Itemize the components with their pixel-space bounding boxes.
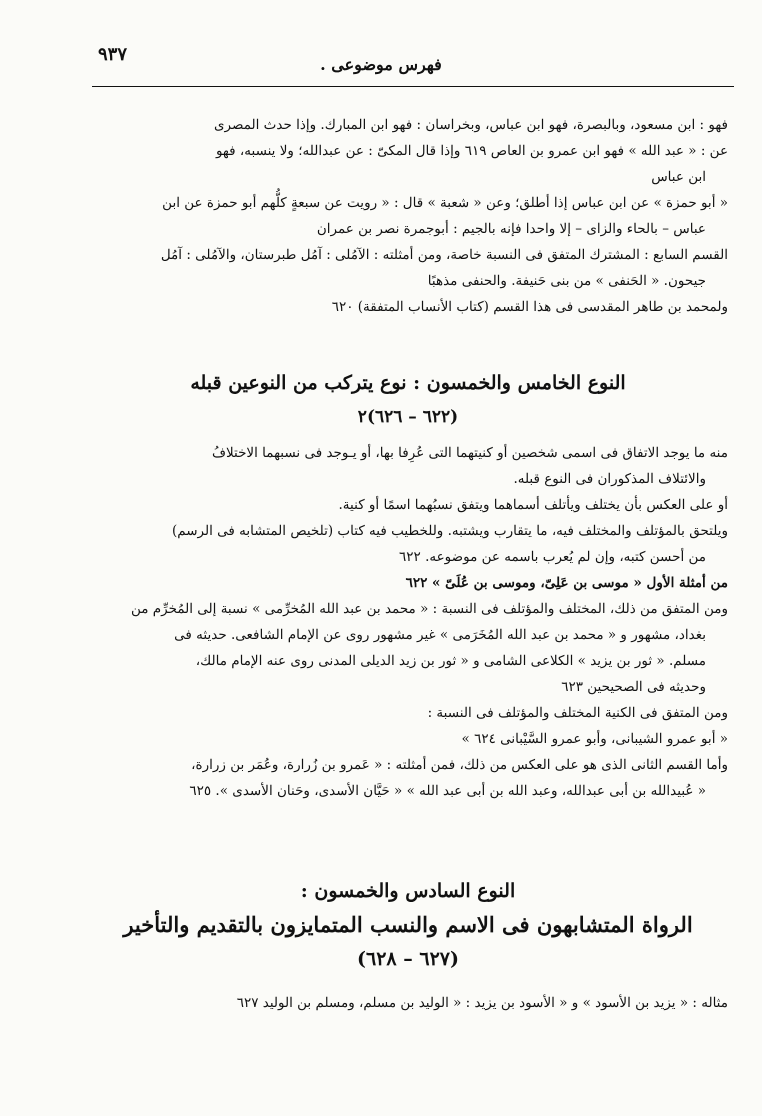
text-line: القسم السابع : المشترك المتفق فى النسبة خاصة، ومن أمثلته : الآمُلى : آمُل طبرستان، والآمُلى : آمُل <box>160 247 728 263</box>
text-line: بغداد، مشهور و « محمد بن عبد الله المُخَرَمى » غير مشهور روى عن الإمام الشافعى. حديثه فى <box>174 627 706 643</box>
text-line: جيحون. « الحَنفى » من بنى حَنيفة. والحنفى مذهبًا <box>427 273 706 289</box>
text-line: « عُبيدالله بن أبى عبدالله، وعبد الله بن أبى عبد الله » « حَيَّان الأسدى، وحَنان الأسدى ». ٦٢٥ <box>189 783 706 799</box>
text-line: من أحسن كتبه، وإن لم يُعرب باسمه عن موضوعه. ٦٢٢ <box>399 549 706 565</box>
text-line: من أمثلة الأول « موسى بن عَلِىّ، وموسى بن عُلَىّ » ٦٢٢ <box>405 575 728 591</box>
text-line: عباس – بالحاء والزاى – إلا واحدا فإنه بالجيم : أبوجمرة نصر بن عمران <box>316 221 706 237</box>
text-line: مسلم. « ثور بن يزيد » الكلاعى الشامى و « ثور بن زيد الديلى المدنى روى عنه الإمام مالك، <box>195 653 706 669</box>
heading-title: النوع الخامس والخمسون : نوع يتركب من النوعين قبله <box>190 372 626 394</box>
text-line: ولمحمد بن طاهر المقدسى فى هذا القسم (كتاب الأنساب المتفقة) ٦٢٠ <box>331 299 728 315</box>
text-line: « أبو عمرو الشيبانى، وأبو عمرو السَّيْبانى ٦٢٤ » <box>461 731 728 747</box>
heading-range: (٦٢٧ – ٦٢٨) <box>357 948 459 970</box>
text-line: منه ما يوجد الاتفاق فى اسمى شخصين أو كنيتهما التى عُرِفا بها، أو يـوجد فى نسبهما الاختلافُ <box>211 445 728 461</box>
text-line: فهو : ابن مسعود، وبالبصرة، فهو ابن عباس، وبخراسان : فهو ابن المبارك. وإذا حدث المصرى <box>213 117 728 133</box>
text-line: ومن المتفق من ذلك، المختلف والمؤتلف فى النسبة : « محمد بن عبد الله المُخرِّمى » نسبة إلى المُخرِّم من <box>131 601 728 617</box>
section-heading-56 <box>88 874 728 976</box>
text-line: أو على العكس بأن يختلف ويأتلف أسماهما ويتفق نسبُهما اسمًا أو كنية. <box>338 497 728 513</box>
text-line: ابن عباس <box>651 169 706 185</box>
text-line: والائتلاف المذكوران فى النوع قبله. <box>513 471 706 487</box>
header-rule <box>92 86 734 87</box>
heading-range: (٦٢٢ – ٦٢٦)٢ <box>357 407 459 427</box>
text-line: عن : « عبد الله » فهو ابن عمرو بن العاص ٦١٩ وإذا قال المكىّ : عن عبدالله؛ ولا ينسبه، فهو <box>215 143 728 159</box>
section-continuation <box>88 112 728 320</box>
section-56-body <box>88 990 728 1016</box>
text-line: « أبو حمزة » عن ابن عباس إذا أطلق؛ وعن « شعبة » قال : « رويت عن سبعةٍ كلُّهم أبو حمزة عن ابن <box>162 195 728 211</box>
section-55-body <box>88 440 728 804</box>
heading-title: النوع السادس والخمسون : <box>300 880 516 902</box>
text-line: ومن المتفق فى الكنية المختلف والمؤتلف فى النسبة : <box>427 705 728 721</box>
running-title: فهرس موضوعى . <box>320 55 442 74</box>
section-heading-55 <box>88 366 728 434</box>
text-line: ويلتحق بالمؤتلف والمختلف فيه، ما يتقارب ويشتبه. وللخطيب فيه كتاب (تلخيص المتشابه فى الرسم) <box>171 523 728 539</box>
text-line: وحديثه فى الصحيحين ٦٢٣ <box>561 679 706 695</box>
heading-subtitle: الرواة المتشابهون فى الاسم والنسب المتمايزون بالتقديم والتأخير <box>123 912 693 937</box>
page-number: ٩٣٧ <box>98 44 128 65</box>
text-line: وأما القسم الثانى الذى هو على العكس من ذلك، فمن أمثلته : « عَمرو بن زُرارة، وعُمَر بن زرارة، <box>191 757 728 773</box>
text-line: مثاله : « يزيد بن الأسود » و « الأسود بن يزيد : « الوليد بن مسلم، ومسلم بن الوليد ٦٢٧ <box>236 995 728 1011</box>
